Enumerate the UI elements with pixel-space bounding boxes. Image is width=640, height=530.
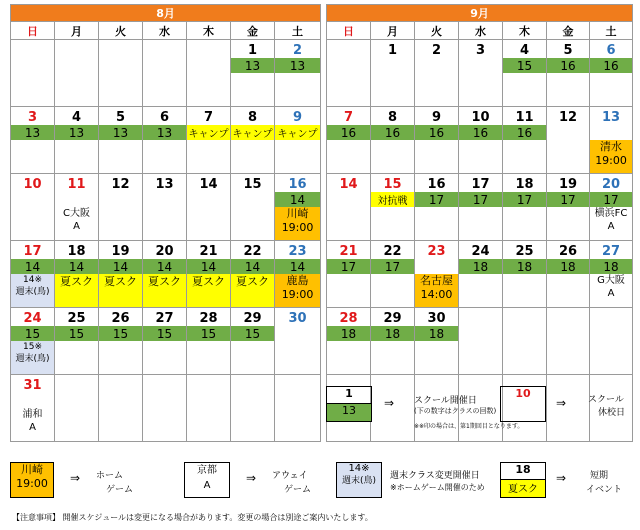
day-event	[547, 73, 590, 107]
class-count	[327, 192, 371, 207]
weekday-header: 火	[99, 22, 143, 40]
legend-home-text2: ゲーム	[106, 485, 134, 495]
legend-home-time: 19:00	[16, 477, 48, 490]
day-number: 25	[55, 308, 99, 327]
class-count: 15	[55, 326, 99, 341]
class-count	[371, 58, 415, 73]
day-number: 17	[11, 241, 55, 260]
day-number	[187, 40, 231, 59]
legend-school-number: 1	[327, 387, 371, 404]
class-count	[55, 192, 99, 207]
day-number	[231, 375, 275, 394]
day-number: 27	[590, 241, 633, 260]
day-number	[547, 308, 590, 327]
day-event	[231, 341, 275, 375]
day-number: 1	[371, 40, 415, 59]
day-number: 4	[503, 40, 547, 59]
day-event	[415, 207, 459, 241]
legend-weekend-number: 14※	[348, 463, 370, 474]
day-event	[143, 408, 187, 442]
class-count: 15	[503, 58, 547, 73]
day-event	[327, 274, 371, 308]
day-number: 30	[275, 308, 321, 327]
weekday-header: 木	[503, 22, 547, 40]
class-count: 16	[415, 125, 459, 140]
class-count	[187, 393, 231, 408]
day-number: 17	[459, 174, 503, 193]
day-number: 2	[275, 40, 321, 59]
day-number: 26	[547, 241, 590, 260]
weekday-header: 金	[547, 22, 590, 40]
class-count: 18	[327, 326, 371, 341]
day-number: 20	[143, 241, 187, 260]
day-event	[503, 140, 547, 174]
class-count	[143, 192, 187, 207]
day-event: 夏スク	[143, 274, 187, 308]
legend-off-box	[500, 386, 546, 422]
weekday-header: 木	[187, 22, 231, 40]
class-count: 13	[231, 58, 275, 73]
class-count	[11, 58, 55, 73]
day-number: 25	[503, 241, 547, 260]
day-event	[459, 274, 503, 308]
day-number	[99, 375, 143, 394]
day-event: 清水 19:00	[590, 140, 633, 174]
class-count: 18	[547, 259, 590, 274]
class-count	[503, 326, 547, 341]
day-event	[55, 73, 99, 107]
day-event	[327, 73, 371, 107]
day-event: 夏スク	[187, 274, 231, 308]
day-event: 夏スク	[55, 274, 99, 308]
day-number	[327, 40, 371, 59]
day-event	[11, 73, 55, 107]
day-event	[187, 140, 231, 174]
day-event	[99, 341, 143, 375]
weekday-header: 日	[327, 22, 371, 40]
class-count: 17	[327, 259, 371, 274]
day-number: 22	[371, 241, 415, 260]
class-count	[99, 58, 143, 73]
day-event: G大阪 A	[590, 274, 633, 308]
day-event	[99, 73, 143, 107]
class-count: 14	[231, 259, 275, 274]
weekday-header: 月	[371, 22, 415, 40]
day-event	[371, 408, 415, 442]
day-event	[143, 207, 187, 241]
footer-note: 【注意事項】 開催スケジュールは変更になる場合があります。変更の場合は別途ご案内いたします。	[12, 513, 373, 522]
day-number: 13	[590, 107, 633, 126]
legend-off-number: 10	[515, 387, 531, 400]
weekday-header: 土	[590, 22, 633, 40]
class-count: 17	[459, 192, 503, 207]
day-number: 19	[547, 174, 590, 193]
day-event: C大阪 A	[55, 207, 99, 241]
class-count	[99, 192, 143, 207]
day-event	[99, 140, 143, 174]
day-number: 30	[415, 308, 459, 327]
arrow-icon: ⇒	[384, 396, 395, 410]
day-event	[371, 140, 415, 174]
day-event	[143, 140, 187, 174]
day-number: 3	[459, 40, 503, 59]
day-event	[275, 341, 321, 375]
legend-away-text: アウェイ	[272, 471, 308, 481]
class-count	[590, 125, 633, 140]
day-number: 21	[327, 241, 371, 260]
day-number: 10	[11, 174, 55, 193]
class-count: 17	[590, 192, 633, 207]
day-number: 8	[231, 107, 275, 126]
weekday-header: 月	[55, 22, 99, 40]
september-calendar	[326, 4, 633, 442]
day-event	[231, 408, 275, 442]
class-count: 18	[590, 259, 633, 274]
month-title: 8月	[11, 5, 321, 22]
day-number: 18	[503, 174, 547, 193]
day-event	[459, 207, 503, 241]
day-event	[503, 274, 547, 308]
day-event	[547, 207, 590, 241]
day-number: 6	[590, 40, 633, 59]
day-event	[275, 73, 321, 107]
day-event	[371, 341, 415, 375]
day-number: 12	[99, 174, 143, 193]
class-count: 17	[415, 192, 459, 207]
day-event	[547, 274, 590, 308]
class-count	[275, 326, 321, 341]
class-count: 18	[503, 259, 547, 274]
legend-school-footnote: ※※印の場合は、第1期回目となります。	[414, 423, 524, 430]
class-count	[187, 58, 231, 73]
class-count: 18	[415, 326, 459, 341]
day-number: 24	[11, 308, 55, 327]
class-count: 17	[547, 192, 590, 207]
day-number	[459, 375, 503, 394]
class-count: 13	[11, 125, 55, 140]
class-count: 15	[99, 326, 143, 341]
class-count: 15	[11, 326, 55, 341]
day-event: 川崎 19:00	[275, 207, 321, 241]
day-number	[143, 375, 187, 394]
weekday-header: 水	[459, 22, 503, 40]
legend-off-text: スクール	[588, 395, 624, 405]
august-calendar	[10, 4, 321, 442]
legend-away-a: A	[203, 480, 211, 491]
day-number	[99, 40, 143, 59]
legend-school-text: スクール開催日	[414, 396, 477, 406]
day-number: 3	[11, 107, 55, 126]
day-number: 14	[327, 174, 371, 193]
day-number: 6	[143, 107, 187, 126]
legend-school-note: (下の数字はクラスの回数)	[414, 407, 497, 415]
day-number	[415, 375, 459, 394]
day-event	[187, 73, 231, 107]
class-count: 17	[371, 259, 415, 274]
class-count	[99, 393, 143, 408]
weekday-header: 火	[415, 22, 459, 40]
class-count: 16	[459, 125, 503, 140]
weekday-header: 日	[11, 22, 55, 40]
month-title: 9月	[327, 5, 633, 22]
day-event: 鹿島 19:00	[275, 274, 321, 308]
class-count	[11, 393, 55, 408]
legend-weekend-desc2: ※ホームゲーム開催のため	[390, 483, 485, 492]
class-count: 16	[371, 125, 415, 140]
day-event	[99, 207, 143, 241]
class-count: 14	[11, 259, 55, 274]
class-count	[459, 58, 503, 73]
class-count: 15	[143, 326, 187, 341]
day-event	[459, 140, 503, 174]
day-number	[11, 40, 55, 59]
day-number: 2	[415, 40, 459, 59]
class-count: 15	[187, 326, 231, 341]
class-count	[327, 58, 371, 73]
day-number: 13	[143, 174, 187, 193]
day-number	[55, 375, 99, 394]
class-count: キャンプ	[275, 125, 321, 140]
arrow-icon: ⇒	[246, 471, 257, 485]
class-count: 14	[275, 192, 321, 207]
day-number: 23	[275, 241, 321, 260]
day-event: 名古屋 14:00	[415, 274, 459, 308]
class-count: 14	[275, 259, 321, 274]
day-event	[547, 341, 590, 375]
legend-weekend-text: 週末(鳥)	[341, 476, 377, 486]
legend-away-text2: ゲーム	[284, 485, 312, 495]
day-number: 4	[55, 107, 99, 126]
day-number: 15	[231, 174, 275, 193]
day-number: 20	[590, 174, 633, 193]
day-number: 31	[11, 375, 55, 394]
day-event	[415, 73, 459, 107]
day-event	[143, 73, 187, 107]
day-event	[187, 408, 231, 442]
class-count: キャンプ	[231, 125, 275, 140]
day-event: 浦和 A	[11, 408, 55, 442]
day-event	[327, 341, 371, 375]
day-event: 横浜FC A	[590, 207, 633, 241]
day-event	[99, 408, 143, 442]
day-event: 夏スク	[99, 274, 143, 308]
class-count: 14	[55, 259, 99, 274]
day-number: 5	[547, 40, 590, 59]
class-count: 13	[99, 125, 143, 140]
day-event	[371, 73, 415, 107]
day-number: 9	[415, 107, 459, 126]
day-event	[547, 408, 590, 442]
day-number: 28	[327, 308, 371, 327]
day-event	[275, 140, 321, 174]
class-count	[231, 192, 275, 207]
day-event	[275, 408, 321, 442]
class-count: 14	[143, 259, 187, 274]
day-event	[415, 140, 459, 174]
day-event	[55, 341, 99, 375]
class-count: 16	[547, 58, 590, 73]
arrow-icon: ⇒	[556, 396, 567, 410]
legend-short-text2: イベント	[586, 485, 623, 495]
day-number: 14	[187, 174, 231, 193]
day-event	[231, 73, 275, 107]
day-event	[459, 73, 503, 107]
day-number: 8	[371, 107, 415, 126]
day-number: 7	[327, 107, 371, 126]
class-count: 15	[231, 326, 275, 341]
day-number: 16	[415, 174, 459, 193]
class-count	[415, 58, 459, 73]
legend-home-box	[10, 462, 54, 498]
arrow-icon: ⇒	[556, 471, 567, 485]
day-number: 24	[459, 241, 503, 260]
class-count: 18	[459, 259, 503, 274]
day-number: 12	[547, 107, 590, 126]
day-event	[327, 207, 371, 241]
class-count: キャンプ	[187, 125, 231, 140]
day-number	[275, 375, 321, 394]
day-number: 28	[187, 308, 231, 327]
day-event	[415, 341, 459, 375]
legend-short-text: 短期	[590, 471, 609, 481]
day-number: 21	[187, 241, 231, 260]
day-event	[11, 207, 55, 241]
class-count	[11, 192, 55, 207]
day-event	[503, 341, 547, 375]
class-count	[547, 393, 590, 408]
day-event	[231, 207, 275, 241]
day-number: 23	[415, 241, 459, 260]
class-count: 18	[371, 326, 415, 341]
day-number: 18	[55, 241, 99, 260]
class-count	[547, 125, 590, 140]
day-number: 1	[231, 40, 275, 59]
legend-home-text: ホーム	[96, 471, 124, 481]
day-event: 14※ 週末(鳥)	[11, 274, 55, 308]
class-count: 14	[99, 259, 143, 274]
legend-away-box	[184, 462, 230, 498]
day-number: 16	[275, 174, 321, 193]
class-count	[187, 192, 231, 207]
day-number	[590, 308, 633, 327]
class-count: 14	[187, 259, 231, 274]
day-event	[11, 140, 55, 174]
class-count: 17	[503, 192, 547, 207]
day-number: 29	[231, 308, 275, 327]
class-count	[547, 326, 590, 341]
day-number: 19	[99, 241, 143, 260]
class-count	[143, 393, 187, 408]
legend-weekend-desc: 週末クラス変更開催日	[390, 471, 480, 481]
day-number	[503, 308, 547, 327]
legend-off-text2: 休校日	[598, 408, 626, 418]
class-count: 13	[55, 125, 99, 140]
day-number: 7	[187, 107, 231, 126]
legend-short-box	[500, 462, 546, 498]
day-number	[143, 40, 187, 59]
day-event	[371, 274, 415, 308]
day-event	[590, 73, 633, 107]
day-number: 9	[275, 107, 321, 126]
class-count	[459, 326, 503, 341]
day-number	[371, 375, 415, 394]
day-event	[187, 207, 231, 241]
class-count: 13	[275, 58, 321, 73]
weekday-header: 土	[275, 22, 321, 40]
day-event	[371, 207, 415, 241]
day-event	[55, 408, 99, 442]
class-count: 16	[503, 125, 547, 140]
class-count	[55, 58, 99, 73]
arrow-icon: ⇒	[70, 471, 81, 485]
day-number: 29	[371, 308, 415, 327]
day-number: 5	[99, 107, 143, 126]
legend-short-number: 18	[501, 463, 545, 480]
legend-away-name: 京都	[197, 465, 217, 476]
day-number	[55, 40, 99, 59]
day-number: 26	[99, 308, 143, 327]
class-count: 16	[590, 58, 633, 73]
day-event	[547, 140, 590, 174]
class-count: 16	[327, 125, 371, 140]
day-number	[187, 375, 231, 394]
legend-short-name: 夏スク	[501, 480, 545, 497]
day-number: 11	[503, 107, 547, 126]
day-event: 15※ 週末(鳥)	[11, 341, 55, 375]
class-count	[415, 259, 459, 274]
day-number	[590, 375, 633, 394]
day-event	[231, 140, 275, 174]
day-event	[187, 341, 231, 375]
day-number: 27	[143, 308, 187, 327]
day-event	[143, 341, 187, 375]
day-number: 11	[55, 174, 99, 193]
day-number	[459, 308, 503, 327]
day-event	[590, 341, 633, 375]
class-count	[143, 58, 187, 73]
day-event	[55, 140, 99, 174]
day-event: 夏スク	[231, 274, 275, 308]
day-event	[327, 140, 371, 174]
day-event	[503, 207, 547, 241]
class-count	[55, 393, 99, 408]
class-count	[231, 393, 275, 408]
day-number: 10	[459, 107, 503, 126]
day-event	[459, 341, 503, 375]
legend-weekend-box	[336, 462, 382, 498]
weekday-header: 金	[231, 22, 275, 40]
weekday-header: 水	[143, 22, 187, 40]
class-count	[275, 393, 321, 408]
legend-home-name: 川崎	[21, 463, 43, 476]
day-number: 15	[371, 174, 415, 193]
day-number: 22	[231, 241, 275, 260]
class-count: 13	[143, 125, 187, 140]
class-count: 対抗戦	[371, 192, 415, 207]
day-number	[547, 375, 590, 394]
legend-school-class: 13	[327, 404, 371, 421]
legend-school-box	[326, 386, 372, 422]
day-event	[503, 73, 547, 107]
class-count	[590, 326, 633, 341]
